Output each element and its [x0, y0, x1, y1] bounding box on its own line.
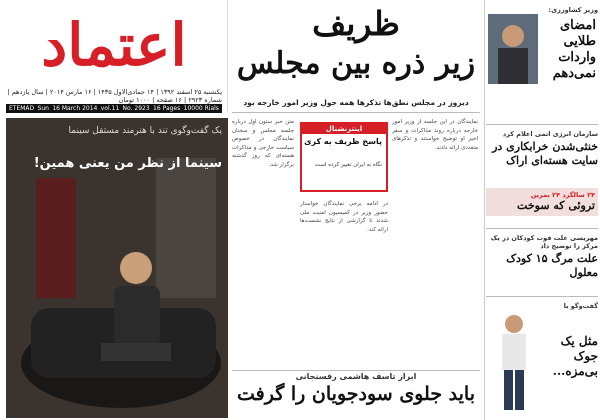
info-pages: 16 Pages — [153, 105, 181, 112]
headline-line2: زیر ذره بین مجلس — [236, 46, 476, 81]
right-story-1-kicker: وزیر کشاورزی: — [548, 6, 598, 14]
right-story-4-kicker: مهریسی علت فوت کودکان در یک مرکز را توضیح داد — [490, 234, 598, 250]
cover-photo — [6, 118, 228, 418]
article-column-2: نمایندگان در این جلسه از وزیر امور خارجه درباره روند مذاکرات و سفر اخیر او توضیح خواستند و تذکرهای متعددی ارائه دادند. — [392, 119, 478, 151]
boxed-story-headline: پاسخ ظریف به کری — [304, 137, 382, 146]
info-day: Sun — [37, 105, 49, 112]
bottom-story[interactable] — [232, 372, 480, 418]
right-story-2[interactable] — [486, 130, 598, 168]
right-story-1-headline: امضای طلایی واردات نمی‌دهم — [552, 18, 596, 81]
photo-caption: یک گفت‌وگوی تند با هنرمند مستقل سینما — [68, 126, 222, 136]
right-story-3-headline: تروئی که سوخت — [517, 199, 595, 212]
boxed-story-body: نگاه به ایران تغییر کرده است — [314, 162, 382, 168]
article-column-1: متن خبر ستون اول درباره جلسه مجلس و سخنان نمایندگان در خصوص سیاست خارجی و مذاکرات هسته‌ای که روز گذشته برگزار شد. — [232, 119, 294, 168]
person-photo — [490, 312, 538, 412]
info-date: 16 March 2014 — [52, 105, 98, 112]
main-headline — [232, 4, 480, 96]
divider — [232, 112, 480, 113]
right-story-5[interactable] — [486, 302, 598, 418]
boxed-story-label: اینترنشنال — [302, 124, 386, 134]
right-story-3[interactable] — [486, 188, 598, 216]
newspaper-logo — [8, 6, 220, 84]
divider — [486, 124, 598, 125]
info-price: 10000 Rials — [183, 105, 219, 112]
bottom-story-kicker: ابراز تاسف هاشمی رفسنجانی — [295, 372, 417, 381]
bottom-story-headline: باید جلوی سودجویان را گرفت — [236, 383, 476, 405]
headline-subhead: دیروز در مجلس نطق‌ها تذکرها همه حول وزیر امور خارجه بود — [243, 98, 469, 107]
info-no: No. 2923 — [122, 105, 150, 112]
info-bar — [6, 104, 222, 113]
portrait-photo — [488, 14, 538, 84]
right-story-4-headline: علت مرگ ۱۵ کودک معلول — [506, 252, 598, 279]
right-story-4[interactable] — [486, 234, 598, 280]
dateline: یکشنبه ۲۵ اسفند ۱۳۹۲ | ۱۴ جمادی‌الاول ۱۴۳۵ | ۱۶ مارس ۲۰۱۴ | سال یازدهم | شماره ۲۹۲۳ | ۱۶ صفحه | ۱۰۰۰ تومان — [7, 88, 222, 105]
right-story-2-kicker: سازمان انرژی اتمی اعلام کرد — [502, 130, 598, 138]
divider — [486, 296, 598, 297]
divider — [232, 370, 480, 371]
photo-headline: سینما از نظر من یعنی همین! — [33, 156, 222, 171]
right-story-1[interactable] — [486, 6, 598, 82]
info-vol: vol.11 — [100, 105, 120, 112]
info-paper: ETEMAD — [9, 105, 35, 112]
boxed-story[interactable] — [300, 122, 388, 192]
logo-text: اعتماد — [41, 11, 187, 79]
right-story-5-kicker: گفت‌وگو با — [563, 302, 598, 310]
divider — [486, 228, 598, 229]
right-story-3-kicker: ۲۴ سالگرد ۲۴ بمرین — [530, 191, 595, 199]
right-story-2-headline: خنثی‌شدن خرابکاری در سایت هسته‌ای اراک — [492, 140, 598, 167]
headline-line1: ظریف — [312, 4, 400, 43]
right-story-5-headline: مثل یک جوک بی‌مزه... — [552, 334, 598, 378]
article-column-3: در ادامه برخی نمایندگان خواستار حضور وزیر در کمیسیون امنیت ملی شدند تا گزارشی از نتایج نشست‌ها ارائه کند. — [300, 201, 388, 233]
